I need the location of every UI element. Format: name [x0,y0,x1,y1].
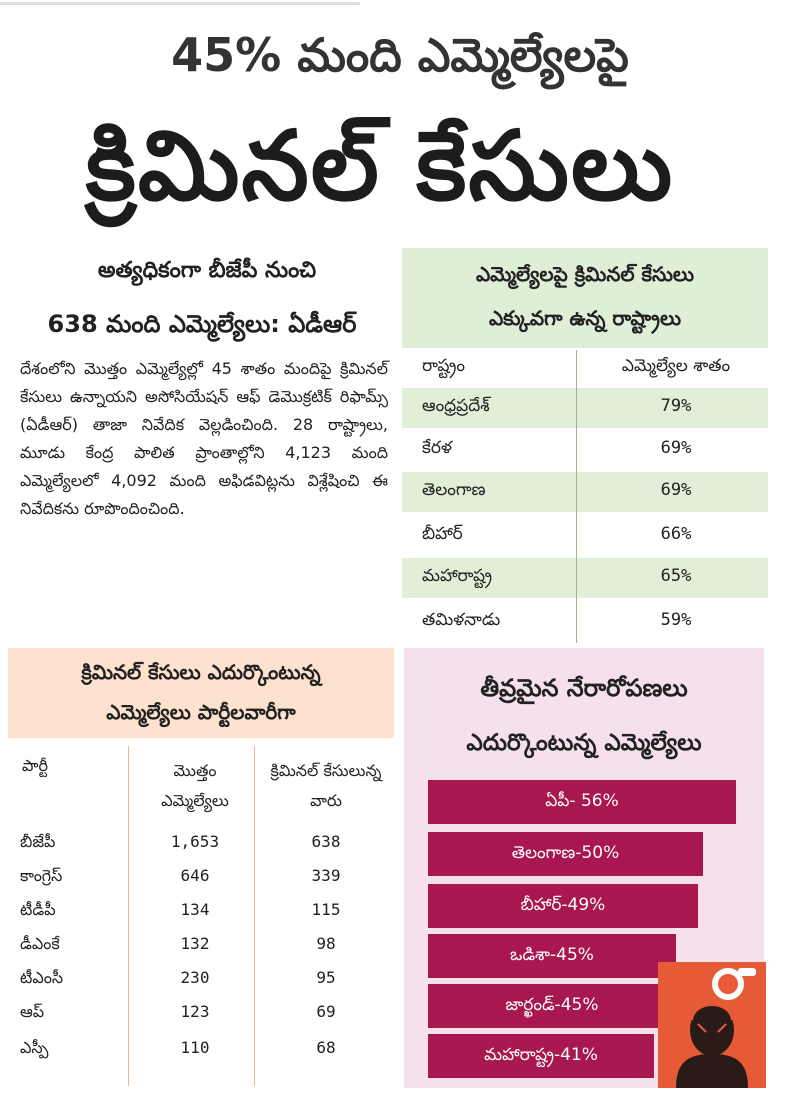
state-percent: 69% [660,438,692,458]
col-criminal: క్రిమినల్ కేసులున్న వారు [270,761,382,810]
state-percent: 66% [660,524,692,544]
party-name: ఎస్పీ [20,1038,49,1057]
prisoner-illustration [658,962,766,1088]
serious-bar [428,934,676,978]
serious-title-2: ఎదుర్కొంటున్న ఎమ్మెల్యేలు [466,730,702,756]
top-rule [0,2,360,5]
party-criminal: 95 [316,968,336,987]
serious-bar-label: ఒడిశా-45% [510,945,594,965]
state-percent: 79% [660,396,692,416]
serious-bar-label: జార్ఖండ్-45% [505,995,599,1015]
state-table-header [402,248,768,348]
table-row [402,516,768,556]
party-table-title-1: క్రిమినల్ కేసులు ఎదుర్కొంటున్న [81,660,321,684]
state-table-column-header [402,348,768,388]
party-name: ఆప్ [20,1002,45,1021]
state-table [402,248,768,643]
party-total: 134 [180,900,210,919]
serious-bar [428,1034,654,1078]
table-row [402,430,768,470]
party-name: కాంగ్రెస్ [20,866,63,885]
table-row [402,388,768,428]
table-row [8,1032,394,1065]
party-name: టీడీపీ [20,900,56,919]
party-table [8,648,394,1096]
party-total: 110 [180,1038,210,1057]
table-row [8,894,394,927]
subheading-line-2: 638 మంది ఎమ్మెల్యేలు: ఏడీఆర్ [47,310,357,338]
table-row [402,472,768,512]
article-body: దేశంలోని మొత్తం ఎమ్మెల్యేల్లో 45 శాతం మందిపై క్రిమినల్ కేసులు ఉన్నాయని అసోసియేషన్ ఆఫ్ డెమొక్రటిక్ రిఫామ్స్ (ఏడీఆర్) తాజా నివేదిక వెల్లడించింది. 28 రాష్ట్రాలు, మూడు కేంద్ర పాలిత ప్రాంతాల్లోని 4,123 మంది ఎమ్మెల్యేలలో 4,092 మంది అఫిడవిట్లను విశ్లేషించి ఈ నివేదికను రూపొందించింది. [20,359,388,518]
party-name: టీఎంసీ [20,968,64,987]
party-total: 230 [180,968,210,987]
party-table-title-2: ఎమ్మెల్యేలు పార్టీలవారీగా [106,700,296,724]
headline-line-1: 45% మంది ఎమ్మెల్యేలపై [171,28,629,82]
state-name: తెలంగాణ [422,480,486,500]
state-percent: 59% [660,610,692,630]
party-criminal: 68 [316,1038,336,1057]
party-criminal: 339 [311,866,341,885]
party-criminal: 69 [316,1002,336,1021]
table-row [402,602,768,642]
state-table-title-2: ఎక్కువగా ఉన్న రాష్ట్రాలు [488,306,682,330]
handcuffed-prisoner-icon [658,962,766,1088]
party-criminal: 98 [316,934,336,953]
party-name: డీఎంకే [20,934,60,953]
serious-bar [428,832,703,876]
state-name: మహారాష్ట్ర [422,566,492,586]
table-row [402,558,768,598]
handcuff-ring-icon [715,971,741,997]
party-total: 123 [180,1002,210,1021]
party-total: 646 [180,866,210,885]
party-name: బీజేపీ [20,832,56,851]
serious-bar-label: మహారాష్ట్ర-41% [484,1045,598,1065]
serious-bar-label: ఏపీ- 56% [545,791,619,811]
table-row [8,826,394,859]
table-row [8,928,394,961]
col-party: పార్టీ [22,756,48,775]
serious-bar-label: తెలంగాణ-50% [511,843,620,863]
state-name: బీహార్ [422,524,463,544]
serious-bar [428,884,698,928]
serious-bar [428,780,736,824]
party-table-header [8,648,394,738]
state-percent: 65% [660,566,692,586]
subheading-line-1: అత్యధికంగా బీజేపీ నుంచి [97,258,317,283]
state-table-title-1: ఎమ్మెల్యేలపై క్రిమినల్ కేసులు [475,262,695,286]
state-percent: 69% [660,480,692,500]
party-total: 1,653 [170,832,220,851]
state-name: తమిళనాడు [422,610,501,630]
col-state: రాష్ట్రం [422,356,466,376]
handcuff-link-icon [738,968,756,976]
col-total: మొత్తం ఎమ్మెల్యేలు [161,761,229,810]
table-row [8,860,394,893]
headline-line-2: క్రిమినల్ కేసులు [85,110,675,222]
serious-bar-label: బీహార్-49% [520,895,606,915]
col-percent: ఎమ్మెల్యేల శాతం [621,356,731,376]
party-criminal: 115 [311,900,341,919]
state-table-divider [576,350,577,643]
prisoner-body-icon [676,1054,748,1088]
state-name: కేరళ [422,438,452,458]
table-row [8,996,394,1029]
table-row [8,962,394,995]
state-name: ఆంధ్రప్రదేశ్ [422,396,490,416]
party-criminal: 638 [311,832,341,851]
serious-title-1: తీవ్రమైన నేరారోపణలు [480,674,688,702]
serious-bar [428,984,676,1028]
party-total: 132 [180,934,210,953]
